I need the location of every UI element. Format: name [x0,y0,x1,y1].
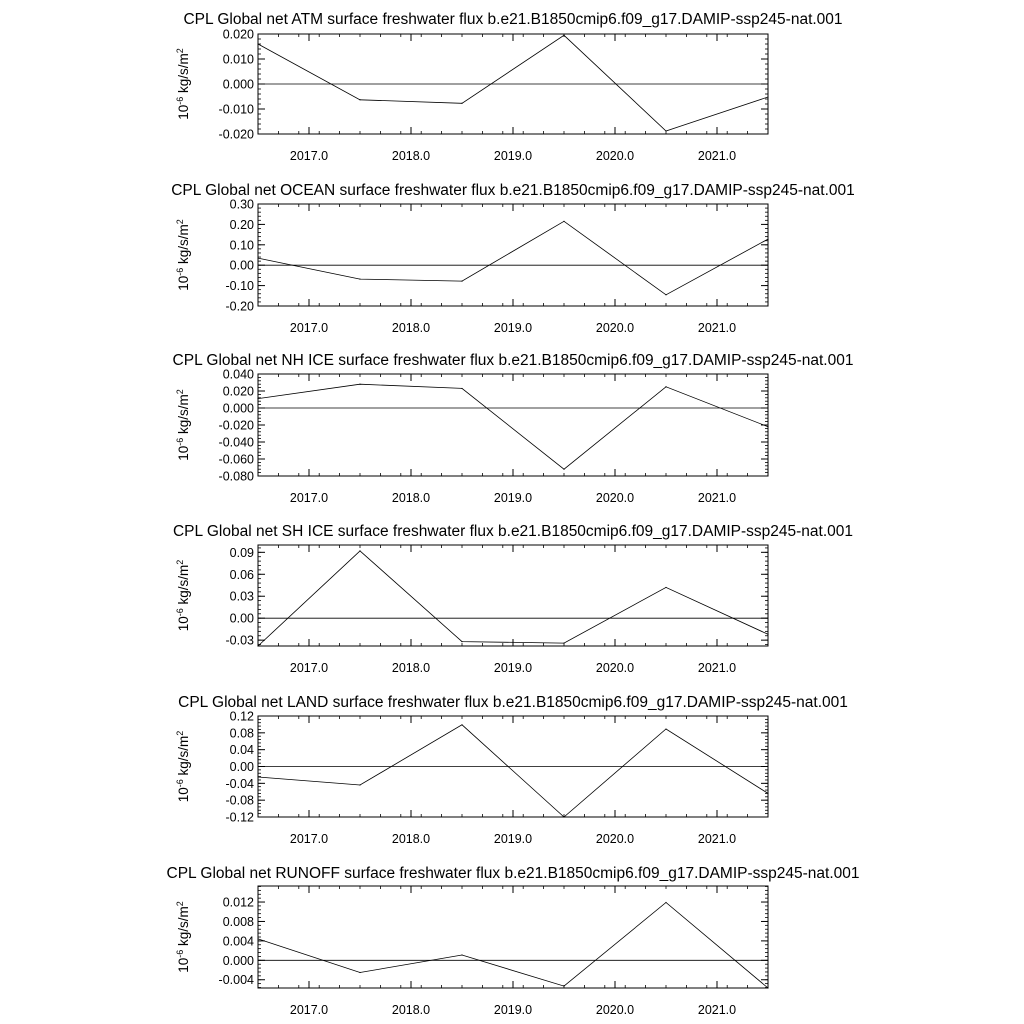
y-axis-label [175,560,191,632]
data-point [665,728,666,729]
series-line [258,384,768,469]
data-point [767,426,768,427]
data-point [461,641,462,642]
y-axis-label-prefix: 10 [176,275,191,291]
y-tick-label: 0.20 [229,217,254,232]
x-tick-label: 2018.0 [391,149,431,163]
data-point [461,954,462,955]
chart-title: CPL Global net RUNOFF surface freshwater flux b.e21.B1850cmip6.f09_g17.DAMIP-ssp245-nat.001 [166,865,860,882]
y-axis-label-units: kg/s/m [176,906,191,950]
x-tick-label: 2019.0 [493,321,533,335]
data-point [257,43,258,44]
y-axis-label [175,731,191,803]
y-tick-label: 0.00 [229,611,254,626]
x-tick-label: 2020.0 [595,832,635,846]
y-axis-label [175,48,191,120]
data-point [665,294,666,295]
plot-frame [258,886,768,988]
y-axis-label-units-sup: 2 [175,901,185,907]
y-tick-label: 0.000 [222,77,254,92]
y-axis-label-units: kg/s/m [176,394,191,438]
y-axis-label-exponent: -6 [175,608,185,617]
y-axis-label [175,389,191,461]
data-point [359,99,360,100]
y-tick-label: 0.004 [222,934,254,949]
series-line [258,725,768,817]
y-axis-label-units: kg/s/m [176,53,191,97]
panel-4 [173,523,853,675]
y-tick-label: 0.04 [229,743,254,758]
y-axis-label-units-sup: 2 [175,219,185,225]
plot-frame [258,545,768,646]
y-axis-label-exponent: -6 [175,96,185,105]
x-tick-label: 2021.0 [697,1003,737,1017]
data-point [359,784,360,785]
y-axis-label-units-sup: 2 [175,559,185,565]
data-point [563,985,564,986]
y-axis-label-units: kg/s/m [176,735,191,780]
x-tick-label: 2019.0 [493,491,533,505]
y-axis-label-prefix: 10 [176,787,191,803]
y-tick-label: 0.03 [229,589,254,604]
x-tick-label: 2018.0 [391,1003,431,1017]
y-tick-label: 0.06 [229,567,254,582]
y-tick-label: -0.040 [218,435,254,450]
data-point [665,130,666,131]
x-tick-label: 2017.0 [289,661,329,675]
chart-title: CPL Global net OCEAN surface freshwater flux b.e21.B1850cmip6.f09_g17.DAMIP-ssp245-nat.001 [171,182,855,199]
y-tick-label: 0.000 [222,953,254,968]
x-tick-label: 2017.0 [289,149,329,163]
data-point [257,938,258,939]
x-tick-label: 2018.0 [391,491,431,505]
x-tick-label: 2021.0 [697,832,737,846]
y-axis-label-units-sup: 2 [175,48,185,54]
data-point [257,645,258,646]
x-tick-label: 2019.0 [493,149,533,163]
x-tick-label: 2017.0 [289,321,329,335]
x-tick-label: 2020.0 [595,491,635,505]
y-tick-label: -0.020 [218,418,254,433]
x-tick-label: 2018.0 [391,661,431,675]
x-tick-label: 2021.0 [697,321,737,335]
y-tick-label: 0.00 [229,258,254,273]
x-tick-label: 2021.0 [697,661,737,675]
x-tick-label: 2017.0 [289,491,329,505]
y-axis-label-units: kg/s/m [176,564,191,609]
y-axis-label-units: kg/s/m [176,224,191,268]
data-point [359,550,360,551]
x-tick-label: 2018.0 [391,321,431,335]
panel-3 [173,352,854,505]
y-tick-label: 0.020 [222,27,254,42]
y-tick-label: -0.060 [218,452,254,467]
y-tick-label: -0.12 [225,810,254,825]
y-axis-label [175,901,191,973]
data-point [665,587,666,588]
x-tick-label: 2021.0 [697,491,737,505]
panel-1 [175,11,843,163]
y-tick-label: 0.012 [222,895,254,910]
y-axis-label [175,219,191,291]
x-tick-label: 2020.0 [595,321,635,335]
data-point [461,103,462,104]
data-point [257,257,258,258]
x-tick-label: 2017.0 [289,832,329,846]
y-axis-label-units-sup: 2 [175,730,185,736]
series-line [258,35,768,131]
y-axis-label-prefix: 10 [176,957,191,973]
y-tick-label: 0.08 [229,726,254,741]
y-tick-label: 0.040 [222,367,254,382]
y-tick-label: -0.010 [218,102,254,117]
data-point [563,35,564,36]
chart-title: CPL Global net LAND surface freshwater flux b.e21.B1850cmip6.f09_g17.DAMIP-ssp245-nat.001 [178,694,848,711]
data-point [461,388,462,389]
y-tick-label: -0.10 [225,279,254,294]
y-tick-label: -0.20 [225,299,254,314]
x-tick-label: 2020.0 [595,149,635,163]
chart-title: CPL Global net NH ICE surface freshwater flux b.e21.B1850cmip6.f09_g17.DAMIP-ssp245-nat.001 [172,352,854,369]
series-line [258,221,768,294]
y-axis-label-units-sup: 2 [175,389,185,395]
x-tick-label: 2019.0 [493,832,533,846]
data-point [767,238,768,239]
y-tick-label: -0.080 [218,469,254,484]
y-tick-label: 0.000 [222,401,254,416]
x-tick-label: 2017.0 [289,1003,329,1017]
y-axis-label-exponent: -6 [175,267,185,276]
data-point [563,221,564,222]
y-axis-label-exponent: -6 [175,437,185,446]
y-tick-label: -0.08 [225,793,254,808]
chart-title: CPL Global net ATM surface freshwater flux b.e21.B1850cmip6.f09_g17.DAMIP-ssp245-nat.001 [183,11,843,28]
data-point [563,469,564,470]
x-tick-label: 2020.0 [595,661,635,675]
plot-frame [258,374,768,476]
panel-2 [171,182,855,335]
panel-5 [175,694,848,846]
x-tick-label: 2021.0 [697,149,737,163]
y-tick-label: 0.008 [222,914,254,929]
y-tick-label: -0.03 [225,633,254,648]
data-point [359,384,360,385]
y-tick-label: -0.04 [225,776,254,791]
data-point [665,386,666,387]
data-point [767,96,768,97]
y-tick-label: -0.020 [218,127,254,142]
plot-frame [258,204,768,306]
y-tick-label: 0.10 [229,238,254,253]
chart-title: CPL Global net SH ICE surface freshwater flux b.e21.B1850cmip6.f09_g17.DAMIP-ssp245-nat.001 [172,523,854,540]
data-point [767,634,768,635]
panel-6 [167,865,860,1017]
data-point [563,816,564,817]
series-line [258,903,768,989]
series-line [258,551,768,646]
y-axis-label-prefix: 10 [176,104,191,120]
data-point [461,281,462,282]
y-axis-label-exponent: -6 [175,949,185,958]
data-point [359,972,360,973]
y-tick-label: 0.00 [229,760,254,774]
y-axis-label-prefix: 10 [176,616,191,632]
x-tick-label: 2018.0 [391,832,431,846]
y-tick-label: 0.010 [222,52,254,67]
data-point [665,902,666,903]
data-point [767,987,768,988]
x-tick-label: 2019.0 [493,1003,533,1017]
x-tick-label: 2019.0 [493,661,533,675]
data-point [767,793,768,794]
data-point [359,278,360,279]
y-tick-label: -0.004 [218,973,254,988]
data-point [257,776,258,777]
y-tick-label: 0.020 [222,384,254,399]
y-tick-label: 0.30 [229,197,254,212]
y-axis-label-prefix: 10 [176,445,191,461]
data-point [257,398,258,399]
x-tick-label: 2020.0 [595,1003,635,1017]
y-axis-label-exponent: -6 [175,779,185,788]
y-tick-label: 0.12 [229,709,254,724]
data-point [563,642,564,643]
data-point [461,724,462,725]
y-tick-label: 0.09 [229,545,254,560]
